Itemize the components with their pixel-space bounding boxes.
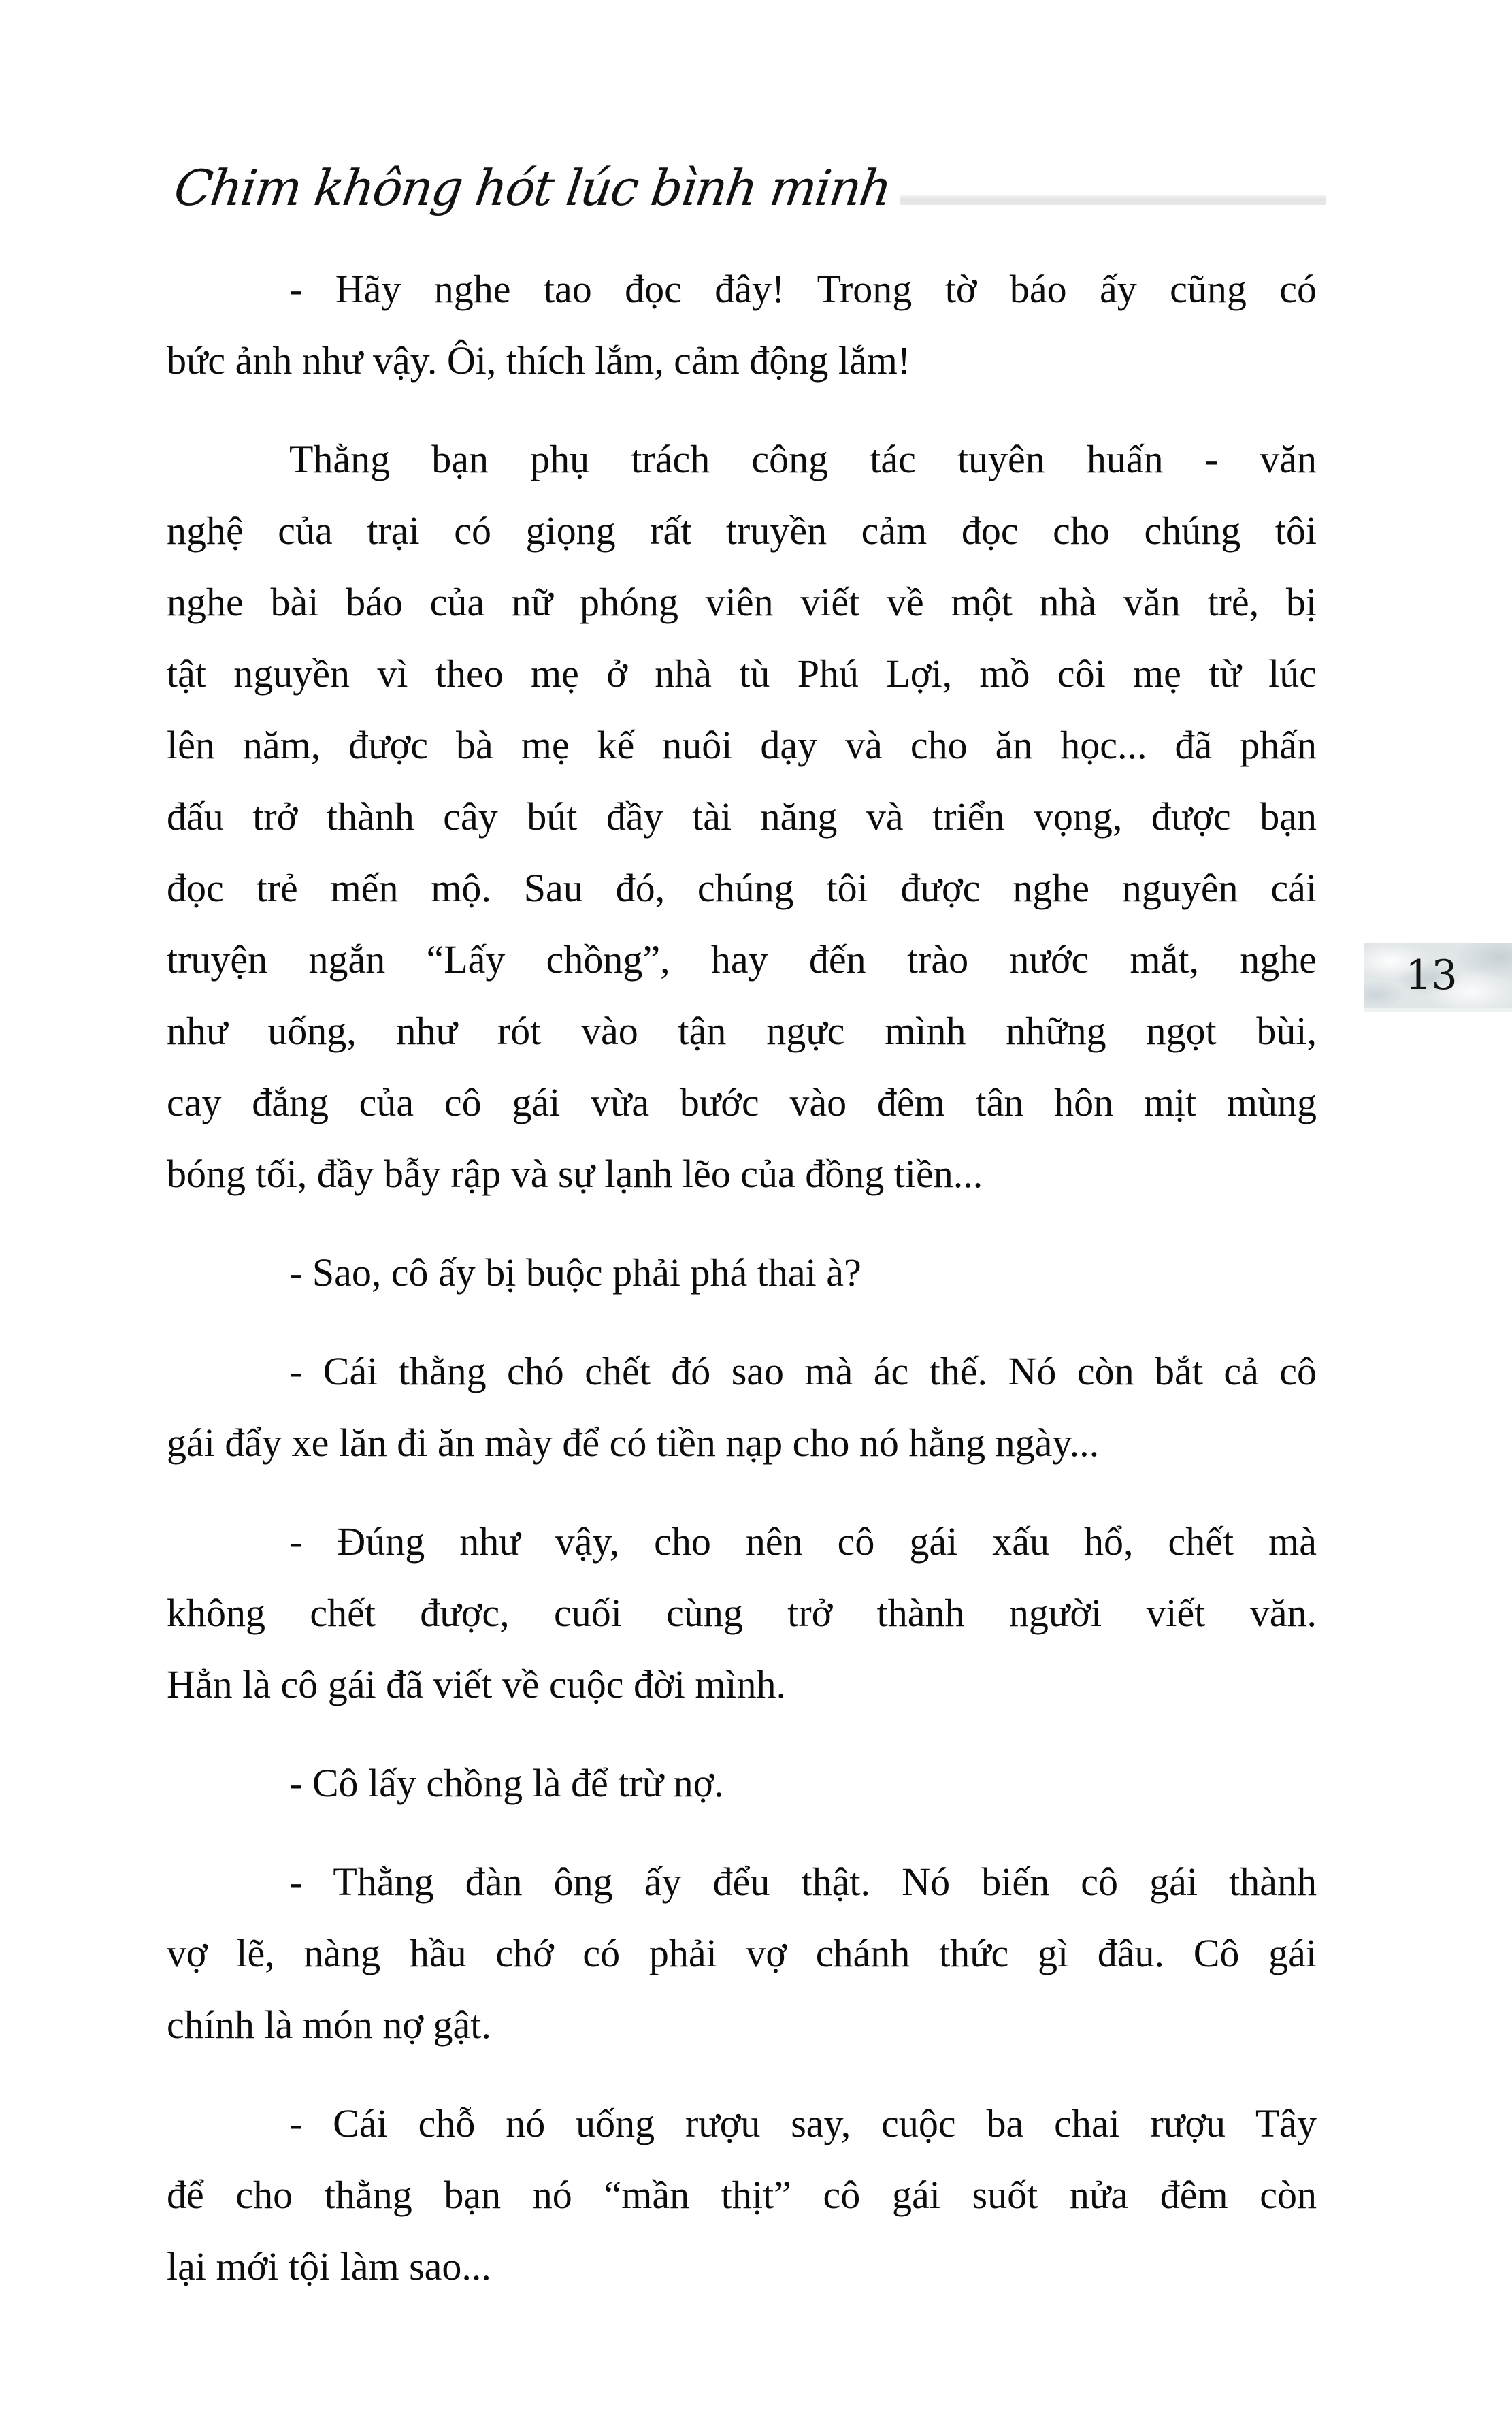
text-line: bóng tối, đầy bẫy rập và sự lạnh lẽo của đồng tiền... bbox=[167, 1152, 983, 1196]
text-line: chính là món nợ gật. bbox=[167, 2003, 491, 2047]
text-line: như uống, như rót vào tận ngực mình những ngọt bùi, bbox=[167, 1009, 1317, 1053]
text-line: tật nguyền vì theo mẹ ở nhà tù Phú Lợi, mồ côi mẹ từ lúc bbox=[167, 651, 1317, 696]
paragraph bbox=[167, 1335, 1317, 1478]
paragraph bbox=[167, 1747, 1317, 1819]
text-line: gái đẩy xe lăn đi ăn mày để có tiền nạp cho nó hằng ngày... bbox=[167, 1421, 1100, 1465]
text-line: - Sao, cô ấy bị buộc phải phá thai à? bbox=[289, 1250, 861, 1295]
text-line: - Hãy nghe tao đọc đây! Trong tờ báo ấy cũng có bbox=[289, 267, 1317, 311]
book-title: Chim không hót lúc bình minh bbox=[171, 159, 895, 216]
text-line: cay đắng của cô gái vừa bước vào đêm tân hôn mịt mùng bbox=[167, 1080, 1317, 1124]
text-line: - Cái thằng chó chết đó sao mà ác thế. Nó còn bắt cả cô bbox=[289, 1349, 1317, 1393]
text-line: Hẳn là cô gái đã viết về cuộc đời mình. bbox=[167, 1662, 787, 1706]
text-line: vợ lẽ, nàng hầu chớ có phải vợ chánh thức gì đâu. Cô gái bbox=[167, 1931, 1317, 1975]
text-line: để cho thằng bạn nó “mần thịt” cô gái suốt nửa đêm còn bbox=[167, 2173, 1317, 2217]
page-number-tab bbox=[1364, 943, 1512, 1012]
text-line: lại mới tội làm sao... bbox=[167, 2244, 491, 2288]
paragraph bbox=[167, 1506, 1317, 1720]
text-line: Thằng bạn phụ trách công tác tuyên huấn - văn bbox=[289, 437, 1317, 481]
text-line: truyện ngắn “Lấy chồng”, hay đến trào nước mắt, nghe bbox=[167, 937, 1317, 982]
text-line: nghe bài báo của nữ phóng viên viết về một nhà văn trẻ, bị bbox=[167, 580, 1317, 624]
text-line: không chết được, cuối cùng trở thành người viết văn. bbox=[167, 1591, 1317, 1635]
page-number: 13 bbox=[1405, 952, 1458, 999]
header-rule bbox=[900, 195, 1326, 205]
text-line: - Cái chỗ nó uống rượu say, cuộc ba chai rượu Tây bbox=[289, 2101, 1317, 2145]
running-header bbox=[170, 155, 1326, 221]
page-body bbox=[167, 253, 1317, 2329]
text-line: đọc trẻ mến mộ. Sau đó, chúng tôi được nghe nguyên cái bbox=[167, 866, 1317, 910]
paragraph bbox=[167, 1237, 1317, 1308]
text-line: - Cô lấy chồng là để trừ nợ. bbox=[289, 1761, 724, 1805]
text-line: bức ảnh như vậy. Ôi, thích lắm, cảm động lắm! bbox=[167, 338, 911, 383]
text-line: - Đúng như vậy, cho nên cô gái xấu hổ, chết mà bbox=[289, 1519, 1317, 1564]
paragraph bbox=[167, 1846, 1317, 2060]
paragraph bbox=[167, 253, 1317, 396]
paragraph bbox=[167, 423, 1317, 1210]
text-line: nghệ của trại có giọng rất truyền cảm đọc cho chúng tôi bbox=[167, 508, 1317, 553]
text-line: lên năm, được bà mẹ kế nuôi dạy và cho ăn học... đã phấn bbox=[167, 723, 1317, 767]
text-line: đấu trở thành cây bút đầy tài năng và triển vọng, được bạn bbox=[167, 794, 1317, 839]
paragraph bbox=[167, 2088, 1317, 2302]
text-line: - Thằng đàn ông ấy đểu thật. Nó biến cô gái thành bbox=[289, 1860, 1317, 1904]
